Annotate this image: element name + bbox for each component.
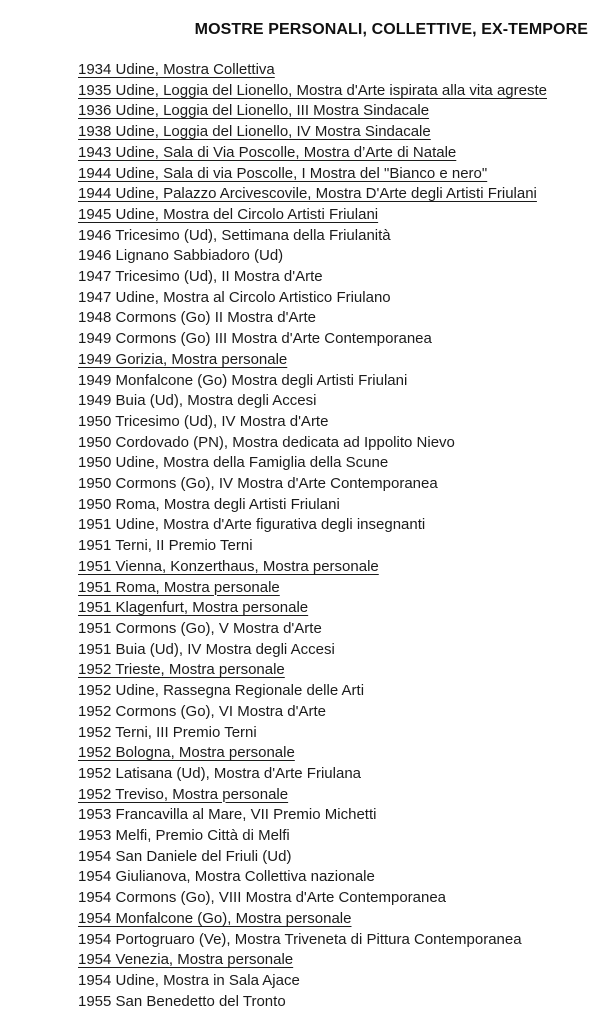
exhibition-entry: 1946 Lignano Sabbiadoro (Ud): [78, 247, 284, 265]
exhibition-entry: 1951 Udine, Mostra d'Arte figurativa degli insegnanti: [78, 516, 426, 534]
exhibition-entry: 1944 Udine, Sala di via Poscolle, I Mostra del "Bianco e nero": [78, 164, 488, 182]
exhibition-entry: 1949 Gorizia, Mostra personale: [78, 350, 288, 368]
exhibition-entry: 1952 Terni, III Premio Terni: [78, 723, 257, 741]
exhibition-entry: 1951 Roma, Mostra personale: [78, 578, 280, 596]
exhibition-entry: 1954 Giulianova, Mostra Collettiva nazionale: [78, 868, 375, 886]
exhibition-entry: 1953 Francavilla al Mare, VII Premio Michetti: [78, 806, 377, 824]
exhibition-entry: 1949 Buia (Ud), Mostra degli Accesi: [78, 392, 317, 410]
exhibition-entry: 1944 Udine, Palazzo Arcivescovile, Mostra D'Arte degli Artisti Friulani: [78, 185, 537, 203]
exhibition-entry: 1945 Udine, Mostra del Circolo Artisti Friulani: [78, 205, 379, 223]
exhibition-entry: 1954 Cormons (Go), VIII Mostra d'Arte Contemporanea: [78, 889, 447, 907]
exhibition-entry: 1948 Cormons (Go) II Mostra d'Arte: [78, 309, 316, 327]
exhibition-entry: 1951 Cormons (Go), V Mostra d'Arte: [78, 619, 322, 637]
exhibition-entry: 1950 Tricesimo (Ud), IV Mostra d'Arte: [78, 412, 329, 430]
exhibition-entry: 1936 Udine, Loggia del Lionello, III Mostra Sindacale: [78, 102, 430, 120]
exhibition-entry: 1953 Melfi, Premio Città di Melfi: [78, 827, 290, 845]
exhibition-entry: 1951 Klagenfurt, Mostra personale: [78, 599, 309, 617]
exhibition-entry: 1951 Buia (Ud), IV Mostra degli Accesi: [78, 640, 335, 658]
exhibition-entry: 1952 Udine, Rassegna Regionale delle Arti: [78, 682, 365, 700]
exhibition-list: [0, 60, 609, 1012]
page-title: MOSTRE PERSONALI, COLLETTIVE, EX-TEMPORE: [194, 21, 588, 38]
exhibition-entry: 1954 Venezia, Mostra personale: [78, 951, 294, 969]
exhibition-entry: 1947 Tricesimo (Ud), II Mostra d'Arte: [78, 268, 323, 286]
exhibition-entry: 1950 Cormons (Go), IV Mostra d'Arte Contemporanea: [78, 475, 438, 493]
exhibition-entry: 1949 Cormons (Go) III Mostra d'Arte Contemporanea: [78, 330, 432, 348]
exhibition-entry: 1943 Udine, Sala di Via Poscolle, Mostra d’Arte di Natale: [78, 143, 457, 161]
exhibition-entry: 1934 Udine, Mostra Collettiva: [78, 61, 275, 78]
exhibition-entry: 1954 Udine, Mostra in Sala Ajace: [78, 971, 300, 989]
exhibition-entry: 1938 Udine, Loggia del Lionello, IV Mostra Sindacale: [78, 123, 431, 141]
exhibition-entry: 1954 Monfalcone (Go), Mostra personale: [78, 909, 352, 927]
exhibition-entry: 1952 Cormons (Go), VI Mostra d'Arte: [78, 702, 326, 720]
exhibition-entry: 1947 Udine, Mostra al Circolo Artistico Friulano: [78, 288, 391, 306]
exhibition-entry: 1950 Roma, Mostra degli Artisti Friulani: [78, 495, 340, 513]
exhibition-entry: 1951 Terni, II Premio Terni: [78, 537, 253, 555]
exhibition-entry: 1951 Vienna, Konzerthaus, Mostra personale: [78, 557, 379, 575]
exhibition-entry: 1952 Treviso, Mostra personale: [78, 785, 289, 803]
exhibition-entry: 1950 Udine, Mostra della Famiglia della Scune: [78, 454, 389, 472]
exhibition-entry: 1946 Tricesimo (Ud), Settimana della Friulanità: [78, 226, 391, 244]
exhibition-entry: 1954 Portogruaro (Ve), Mostra Triveneta di Pittura Contemporanea: [78, 930, 522, 948]
exhibition-entry: 1935 Udine, Loggia del Lionello, Mostra d'Arte ispirata alla vita agreste: [78, 81, 547, 99]
exhibition-entry: 1952 Bologna, Mostra personale: [78, 744, 295, 762]
exhibition-entry: 1949 Monfalcone (Go) Mostra degli Artisti Friulani: [78, 371, 408, 389]
exhibition-entry: 1954 San Daniele del Friuli (Ud): [78, 847, 292, 865]
exhibition-entry: 1950 Cordovado (PN), Mostra dedicata ad Ippolito Nievo: [78, 433, 455, 451]
exhibition-entry: 1952 Latisana (Ud), Mostra d'Arte Friulana: [78, 764, 362, 782]
exhibition-entry: 1952 Trieste, Mostra personale: [78, 661, 285, 679]
exhibition-entry: 1955 San Benedetto del Tronto: [78, 992, 286, 1010]
